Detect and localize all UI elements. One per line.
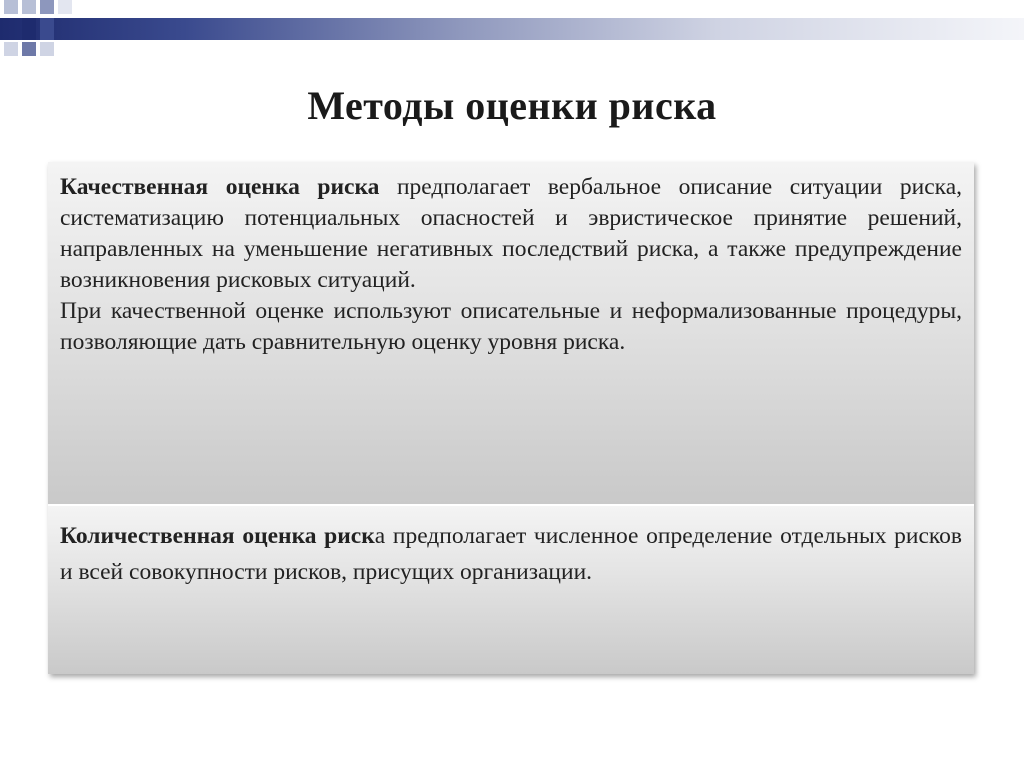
qualitative-text: предполагает вербальное описание ситуации риска, систематизацию потенциальных опасностей и эвристическое принятие решений, направленных на уменьшение негативных последствий риска, а также предупреждение возникновения рисковых ситуаций.	[60, 174, 962, 293]
quantitative-text: а предполагает численное определение отдельных рисков и всей совокупности рисков, присущих организации.	[60, 523, 962, 585]
qualitative-term: Качественная оценка риска	[60, 174, 380, 200]
decor-square	[22, 18, 36, 40]
decor-square	[58, 0, 72, 14]
qualitative-paragraph-2: При качественной оценке используют описательные и неформализованные процедуры, позволяющие дать сравнительную оценку уровня риска.	[60, 298, 962, 355]
decor-square	[22, 0, 36, 14]
quantitative-cell	[48, 506, 974, 674]
decor-square	[40, 18, 54, 40]
top-decorative-band	[0, 18, 1024, 40]
decor-square	[4, 0, 18, 14]
qualitative-cell	[48, 162, 974, 504]
quantitative-paragraph	[60, 518, 962, 590]
decor-square	[40, 0, 54, 14]
decor-square	[40, 42, 54, 56]
qualitative-paragraph	[60, 172, 962, 296]
page-title: Методы оценки риска	[307, 83, 717, 128]
decor-square	[4, 42, 18, 56]
decor-square	[22, 42, 36, 56]
quantitative-term: Количественная оценка риск	[60, 523, 375, 549]
content-table	[48, 162, 974, 674]
